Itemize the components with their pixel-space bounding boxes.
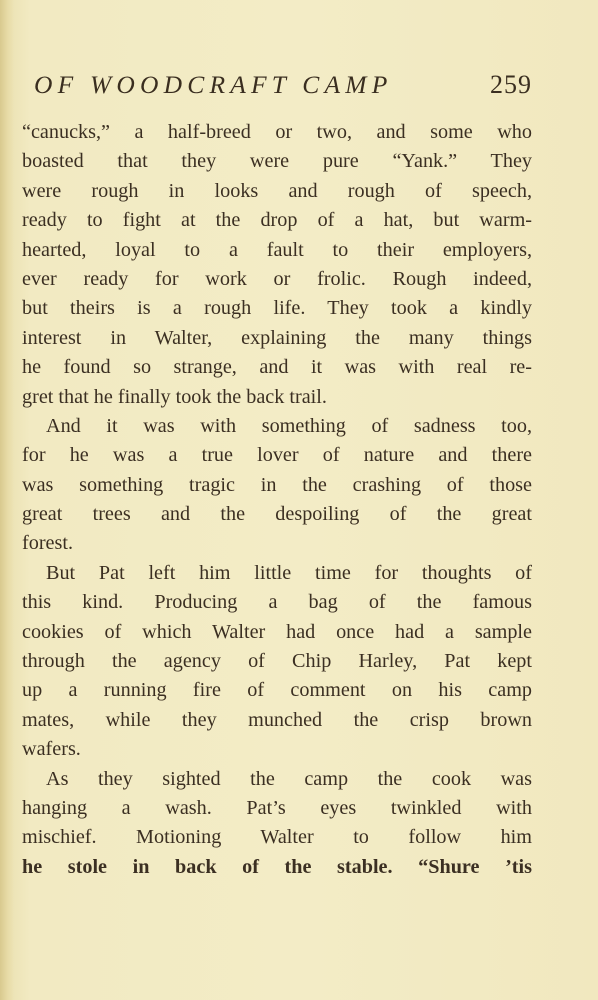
text-line: hearted, loyal to a fault to their employers, bbox=[22, 238, 532, 261]
page-number: 259 bbox=[490, 70, 532, 99]
text-line: gret that he finally took the back trail. bbox=[22, 385, 327, 408]
running-title: OF WOODCRAFT CAMP bbox=[34, 70, 393, 99]
text-line: great trees and the despoiling of the great bbox=[22, 503, 532, 526]
text-line: ever ready for work or frolic. Rough indeed, bbox=[22, 267, 532, 290]
text-line: hanging a wash. Pat’s eyes twinkled with bbox=[22, 796, 532, 819]
body-text bbox=[22, 118, 532, 882]
paragraph-first-line: But Pat left him little time for thoughts of bbox=[46, 561, 532, 584]
text-line: this kind. Producing a bag of the famous bbox=[22, 591, 532, 614]
text-line: he stole in back of the stable. “Shure ’tis bbox=[22, 855, 532, 878]
text-line: were rough in looks and rough of speech, bbox=[22, 179, 532, 202]
text-line: for he was a true lover of nature and there bbox=[22, 444, 532, 467]
text-line: ready to fight at the drop of a hat, but warm- bbox=[22, 209, 532, 232]
text-line: he found so strange, and it was with real re- bbox=[22, 356, 532, 379]
text-line: up a running fire of comment on his camp bbox=[22, 679, 532, 702]
text-line: cookies of which Walter had once had a sample bbox=[22, 620, 532, 643]
text-line: “canucks,” a half-breed or two, and some who bbox=[22, 121, 532, 143]
text-line: wafers. bbox=[22, 738, 81, 761]
text-line: but theirs is a rough life. They took a kindly bbox=[22, 297, 532, 320]
page-header bbox=[34, 70, 532, 106]
text-line: mates, while they munched the crisp brown bbox=[22, 708, 532, 731]
paragraph-first-line: As they sighted the camp the cook was bbox=[46, 767, 532, 790]
text-line: mischief. Motioning Walter to follow him bbox=[22, 826, 532, 849]
page-gutter bbox=[0, 0, 14, 1000]
text-line: through the agency of Chip Harley, Pat kept bbox=[22, 650, 532, 673]
text-line: was something tragic in the crashing of those bbox=[22, 473, 532, 496]
text-line: forest. bbox=[22, 532, 74, 555]
paragraph-first-line: And it was with something of sadness too, bbox=[46, 414, 532, 437]
text-line: interest in Walter, explaining the many things bbox=[22, 326, 532, 349]
text-line: boasted that they were pure “Yank.” They bbox=[22, 150, 532, 173]
